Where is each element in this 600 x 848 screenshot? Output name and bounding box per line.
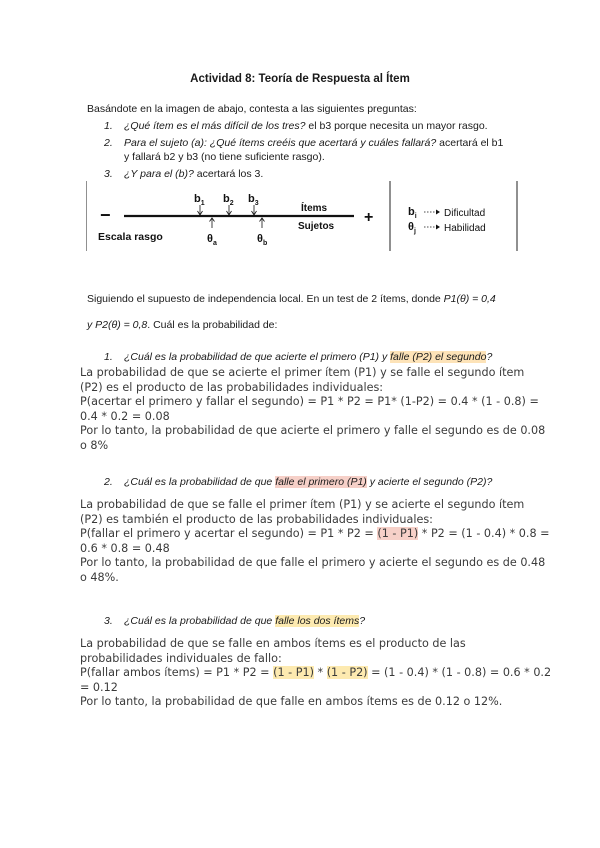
highlighted-formula: (1 - P2) — [326, 666, 368, 679]
question-number: 1. — [104, 351, 113, 363]
intro-text: Basándote en la imagen de abajo, contesta a las siguientes preguntas: — [87, 103, 417, 115]
irt-scale-diagram — [86, 181, 518, 251]
answer-line: (P2) es también el producto de las probabilidades individuales: — [80, 512, 433, 526]
answer-text: acertará el b1 — [436, 137, 504, 149]
answer-line: P(acertar el primero y fallar el segundo) = P1 * P2 = P1* (1-P2) = 0.4 * (1 - 0.8) = — [80, 395, 539, 408]
p1-value: P1(θ) = 0,4 — [443, 293, 496, 305]
question-text-end: y acierte el segundo (P2)? — [366, 476, 493, 488]
highlighted-text: falle el primero (P1) — [275, 476, 367, 488]
answer-text: el b3 porque necesita un mayor rasgo. — [305, 120, 488, 132]
answer-line: (P2) es el producto de las probabilidades individuales: — [80, 380, 384, 394]
item-b2-marker — [223, 193, 234, 215]
theta-symbol: θ — [207, 233, 213, 245]
legend-text: Habilidad — [444, 223, 486, 234]
answer-line: 0.4 * 0.2 = 0.08 — [80, 409, 170, 423]
highlighted-text: falle los dos ítems — [275, 615, 360, 627]
b-subscript: 2 — [229, 200, 234, 207]
answer-line: Por lo tanto, la probabilidad de que acierte el primero y falle el segundo es de 0.08 — [80, 424, 546, 437]
minus-sign: − — [100, 205, 111, 225]
section-1-answer — [80, 366, 546, 453]
svg-text:θa — [207, 233, 217, 247]
answer-line: P(fallar ambos ítems) = P1 * P2 = (1 - P1) * (1 - P2) = (1 - 0.4) * (1 - 0.8) = 0.6 * 0.2 — [80, 666, 552, 679]
section-1-question — [104, 351, 492, 364]
question-number: 3. — [104, 615, 113, 627]
svg-text:b3 — [248, 193, 259, 207]
answer-line: P(fallar el primero y acertar el segundo) = P1 * P2 = (1 - P1) * P2 = (1 - 0.4) * 0.8 = — [80, 527, 550, 540]
theta-subscript: a — [212, 240, 217, 247]
b-symbol: b — [248, 193, 255, 205]
answer-line: La probabilidad de que se falle en ambos ítems es el producto de las — [80, 637, 466, 650]
p2-value: y P2(θ) = 0,8 — [87, 319, 148, 331]
b-subscript: 1 — [200, 200, 205, 207]
question-text: ¿Cuál es la probabilidad de que acierte el primero (P1) y — [124, 351, 391, 363]
independence-text: . Cuál es la probabilidad de: — [147, 319, 278, 331]
answer-line: = 0.12 — [80, 680, 118, 694]
theta-subscript: b — [262, 240, 268, 247]
legend-symbol: b — [408, 206, 415, 218]
section-3-answer — [80, 637, 552, 710]
svg-text:b1 — [194, 193, 205, 207]
question-number: 2. — [104, 476, 113, 488]
legend-subscript: i — [414, 213, 417, 220]
answer-line: La probabilidad de que se acierte el primer ítem (P1) y se falle el segundo ítem — [80, 366, 525, 379]
question-text: ¿Y para el (b)? — [124, 168, 194, 180]
subject-b-marker — [257, 218, 267, 247]
question-text: ¿Cuál es la probabilidad de que — [124, 476, 276, 488]
item-b1-marker — [194, 193, 205, 215]
question-text-end: ? — [359, 615, 366, 627]
plus-sign: + — [364, 209, 374, 226]
answer-text: acertará los 3. — [193, 168, 264, 180]
section-2-question — [104, 476, 492, 489]
answer-line: o 48%. — [80, 570, 119, 584]
svg-text:bi — [408, 206, 417, 220]
subject-a-marker — [207, 218, 217, 247]
question-number: 3. — [104, 168, 113, 180]
b-symbol: b — [194, 193, 201, 205]
items-label: Ítems — [301, 203, 328, 214]
independence-line-1 — [87, 293, 496, 306]
question-text-end: ? — [486, 351, 493, 363]
answer-line: probabilidades individuales de fallo: — [80, 651, 282, 665]
question-1 — [104, 120, 488, 133]
scale-label: Escala rasgo — [98, 231, 163, 243]
highlighted-formula: (1 - P1) — [273, 666, 314, 679]
legend-text: Dificultad — [444, 208, 486, 219]
legend-ability — [408, 221, 486, 235]
legend-difficulty — [408, 206, 485, 220]
legend-symbol: θ — [408, 221, 414, 233]
page-title: Actividad 8: Teoría de Respuesta al Ítem — [190, 73, 410, 85]
theta-symbol: θ — [257, 233, 263, 245]
answer-line: 0.6 * 0.8 = 0.48 — [80, 541, 170, 555]
answer-line: o 8% — [80, 438, 109, 452]
svg-text:θb — [257, 233, 267, 247]
question-text: ¿Qué ítem es el más difícil de los tres? — [124, 120, 306, 132]
question-number: 1. — [104, 120, 113, 132]
item-b3-marker — [248, 193, 259, 215]
highlighted-text: falle (P2) el segundo — [390, 351, 487, 363]
question-text: ¿Cuál es la probabilidad de que — [124, 615, 276, 627]
svg-text:b2 — [223, 193, 234, 207]
subjects-label: Sujetos — [298, 221, 335, 232]
answer-line: Por lo tanto, la probabilidad de que falle en ambos ítems es de 0.12 o 12%. — [80, 695, 503, 708]
answer-line: Por lo tanto, la probabilidad de que falle el primero y acierte el segundo es de 0.48 — [80, 556, 546, 569]
highlighted-formula: (1 - P1) — [377, 527, 419, 540]
question-3 — [104, 168, 263, 181]
b-subscript: 3 — [254, 200, 259, 207]
independence-line-2 — [87, 319, 277, 332]
question-text: Para el sujeto (a): ¿Qué ítems creéis que acertará y cuáles fallará? — [124, 137, 437, 149]
section-3-question — [104, 615, 365, 628]
svg-text:θj — [408, 221, 416, 235]
question-number: 2. — [104, 137, 113, 149]
independence-text: Siguiendo el supuesto de independencia local. En un test de 2 ítems, donde — [87, 293, 444, 305]
answer-text-continued: y fallará b2 y b3 (no tiene suficiente rasgo). — [124, 151, 325, 163]
b-symbol: b — [223, 193, 230, 205]
section-2-answer — [80, 498, 550, 585]
legend-subscript: j — [413, 228, 416, 235]
question-2 — [104, 137, 503, 150]
answer-line: La probabilidad de que se falle el primer ítem (P1) y se acierte el segundo ítem — [80, 498, 525, 511]
